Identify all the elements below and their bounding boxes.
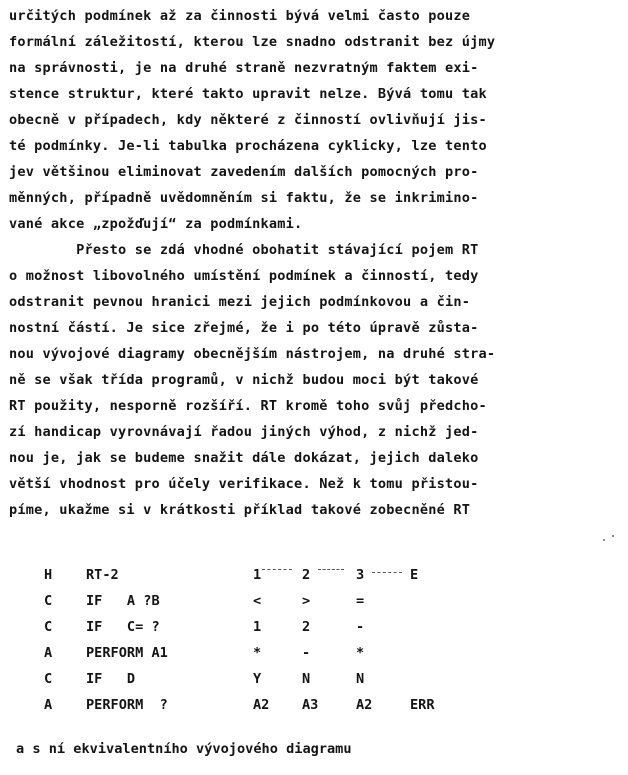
scan-speck	[612, 535, 614, 537]
row-statement: IF A ?B	[86, 593, 160, 609]
row-statement: PERFORM ?	[86, 697, 168, 713]
row-type: C	[44, 593, 53, 609]
text-line: o možnost libovolného umístění podmínek a činností, tedy	[9, 268, 479, 284]
text-line: formální záležitostí, kterou lze snadno odstranit bez újmy	[9, 34, 496, 50]
rule-cell: 2	[302, 567, 311, 583]
text-line: nou je, jak se budeme snažit dále dokázat, jejich daleko	[9, 450, 479, 466]
rule-cell: ERR	[410, 697, 435, 713]
text-line: píme, ukažme si v krátkosti příklad takové zobecněné RT	[9, 502, 471, 518]
row-statement: RT-2	[86, 567, 119, 583]
header-dash	[262, 569, 292, 570]
rule-cell: *	[356, 645, 365, 661]
row-statement: PERFORM A1	[86, 645, 168, 661]
rule-cell: Y	[253, 671, 262, 687]
rule-cell: 2	[302, 619, 311, 635]
rule-cell: N	[356, 671, 365, 687]
row-type: A	[44, 645, 53, 661]
rule-cell: <	[253, 593, 262, 609]
rule-cell: 3	[356, 567, 365, 583]
text-line: odstranit pevnou hranici mezi jejich podmínkovou a čin-	[9, 294, 471, 310]
row-type: C	[44, 671, 53, 687]
rule-cell: N	[302, 671, 311, 687]
text-line: jev většinou eliminovat zavedením dalších pomocných pro-	[9, 164, 479, 180]
rule-cell: E	[410, 567, 419, 583]
decision-table	[0, 560, 628, 720]
text-line: nostní částí. Je sice zřejmé, že i po této úpravě zůsta-	[9, 320, 479, 336]
text-line: větší vhodnost pro účely verifikace. Než k tomu přistou-	[9, 476, 479, 492]
rule-cell: >	[302, 593, 311, 609]
text-line: stence struktur, které takto upravit nelze. Bývá tomu tak	[9, 86, 487, 102]
text-line: měnných, případně uvědomněním si faktu, že se inkrimino-	[9, 190, 479, 206]
row-type: C	[44, 619, 53, 635]
text-line: zí handicap vyrovnávají řadou jiných výhod, z nichž jed-	[9, 424, 479, 440]
text-line: té podmínky. Je-li tabulka procházena cyklicky, lze tento	[9, 138, 487, 154]
row-type: A	[44, 697, 53, 713]
row-type: H	[44, 567, 53, 583]
scan-speck	[603, 539, 605, 541]
text-line: RT použity, nesporně rozšíří. RT kromě toho svůj předcho-	[9, 398, 487, 414]
text-line: ně se však třída programů, v nichž budou moci být takové	[9, 372, 479, 388]
row-statement: IF D	[86, 671, 136, 687]
rule-cell: =	[356, 593, 365, 609]
text-line: vané akce „zpožďují“ za podmínkami.	[9, 216, 303, 232]
text-line: určitých podmínek až za činnosti bývá velmi často pouze	[9, 8, 471, 24]
row-statement: IF C= ?	[86, 619, 160, 635]
rule-cell: *	[253, 645, 262, 661]
header-dash	[318, 569, 344, 570]
rule-cell: A3	[302, 697, 319, 713]
text-line: Přesto se zdá vhodné obohatit stávající pojem RT	[9, 242, 479, 258]
header-dash	[372, 572, 402, 573]
rule-cell: 1	[253, 567, 262, 583]
text-line: obecně v případech, kdy některé z činností ovlivňují jis-	[9, 112, 487, 128]
rule-cell: -	[356, 619, 365, 635]
rule-cell: -	[302, 645, 311, 661]
rule-cell: A2	[356, 697, 373, 713]
rule-cell: 1	[253, 619, 262, 635]
text-line: na správnosti, je na druhé straně nezvratným faktem exi-	[9, 60, 479, 76]
text-line: nou vývojové diagramy obecnějším nástrojem, na druhé stra-	[9, 346, 496, 362]
closing-text-line: a s ní ekvivalentního vývojového diagramu	[16, 741, 352, 757]
rule-cell: A2	[253, 697, 270, 713]
